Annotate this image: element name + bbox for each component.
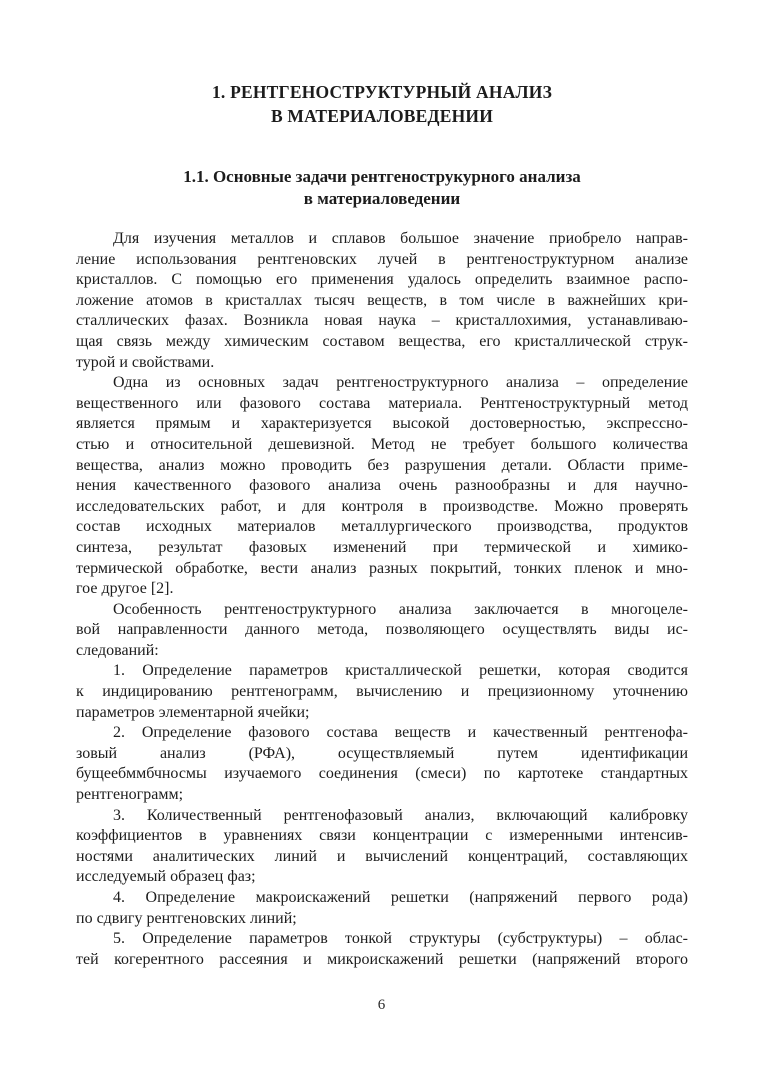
paragraph (76, 806, 688, 888)
section-title-line-2: в материаловедении (303, 189, 461, 208)
paragraph (76, 373, 688, 600)
body-line: 2. Определение фазового состава веществ и качественный рентгенофа- (113, 724, 688, 742)
body-line: турой и свойствами. (76, 353, 215, 371)
body-line: Особенность рентгеноструктурного анализа заключается в многоцеле- (113, 600, 688, 618)
section-title (76, 166, 688, 210)
body-line: ностями аналитических линий и вычислений концентраций, составляющих (76, 847, 688, 865)
body-line: стью и относительной дешевизной. Метод не требует большого количества (76, 435, 688, 453)
body-line: сталлических фазах. Возникла новая наука – кристаллохимия, устанавливаю- (76, 312, 688, 330)
body-line: зовый анализ (РФА), осуществляемый путем идентификации (76, 744, 688, 762)
body-line: вещества, анализ можно проводить без разрушения детали. Области приме- (76, 456, 688, 474)
body-line: следований: (76, 641, 159, 659)
body-line: термической обработке, вести анализ разных покрытий, тонких пленок и мно- (76, 559, 688, 577)
body-line: 1. Определение параметров кристаллической решетки, которая сводится (113, 662, 688, 680)
body-line: гое другое [2]. (76, 580, 174, 598)
body-line: исследовательских работ, и для контроля в производстве. Можно проверять (76, 497, 688, 515)
body-line: коэффициентов в уравнениях связи концентрации с измеренными интенсив- (76, 827, 688, 845)
body-line: вой направленности данного метода, позволяющего осуществлять виды ис- (76, 621, 688, 639)
paragraph (76, 929, 688, 970)
chapter-title (76, 80, 688, 128)
body-line: синтеза, результат фазовых изменений при термической и химико- (76, 538, 688, 556)
body-line: ление использования рентгеновских лучей в рентгеноструктурном анализе (76, 250, 688, 268)
body-line: ложение атомов в кристаллах тысяч веществ, в том числе в важнейших кри- (76, 291, 688, 309)
paragraph (76, 229, 688, 373)
section-title-line-1: 1.1. Основные задачи рентгенострукурного анализа (183, 167, 581, 186)
text-body (76, 229, 688, 970)
chapter-title-line-1: 1. РЕНТГЕНОСТРУКТУРНЫЙ АНАЛИЗ (211, 82, 553, 102)
page-number: 6 (377, 997, 386, 1013)
body-line: тей когерентного рассеяния и микроискажений решетки (напряжений второго (76, 950, 688, 968)
body-line: 4. Определение макроискажений решетки (напряжений первого рода) (113, 889, 688, 906)
body-line: Одна из основных задач рентгеноструктурного анализа – определение (113, 374, 688, 392)
body-line: 3. Количественный рентгенофазовый анализ, включающий калибровку (113, 806, 688, 824)
body-line: к индицированию рентгенограмм, вычислению и прецизионному уточнению (76, 683, 688, 701)
body-line: параметров элементарной ячейки; (76, 703, 310, 721)
body-line: состав исходных материалов металлургического производства, продуктов (76, 518, 688, 536)
body-line: рентгенограмм; (76, 786, 184, 804)
body-line: бущеебммбчносмы изучаемого соединения (смеси) по картотеке стандартных (76, 765, 688, 783)
paragraph (76, 600, 688, 662)
body-line: нения качественного фазового анализа очень разнообразны и для научно- (76, 477, 688, 495)
body-line: 5. Определение параметров тонкой структуры (субструктуры) – облас- (113, 930, 688, 948)
body-line: вещественного или фазового состава материала. Рентгеноструктурный метод (76, 394, 688, 412)
body-line: Для изучения металлов и сплавов большое значение приобрело направ- (113, 230, 688, 247)
paragraph (76, 888, 688, 929)
body-line: является прямым и характеризуется высокой достоверностью, экспрессно- (76, 415, 688, 433)
body-line: исследуемый образец фаз; (76, 868, 256, 886)
paragraph (76, 661, 688, 723)
body-line: щая связь между химическим составом вещества, его кристаллической струк- (76, 332, 688, 350)
body-line: кристаллов. С помощью его применения удалось определить взаимное распо- (76, 271, 688, 289)
chapter-title-line-2: В МАТЕРИАЛОВЕДЕНИИ (270, 106, 494, 126)
text-column (76, 80, 688, 970)
paragraph (76, 723, 688, 805)
body-line: по сдвигу рентгеновских линий; (76, 909, 297, 927)
